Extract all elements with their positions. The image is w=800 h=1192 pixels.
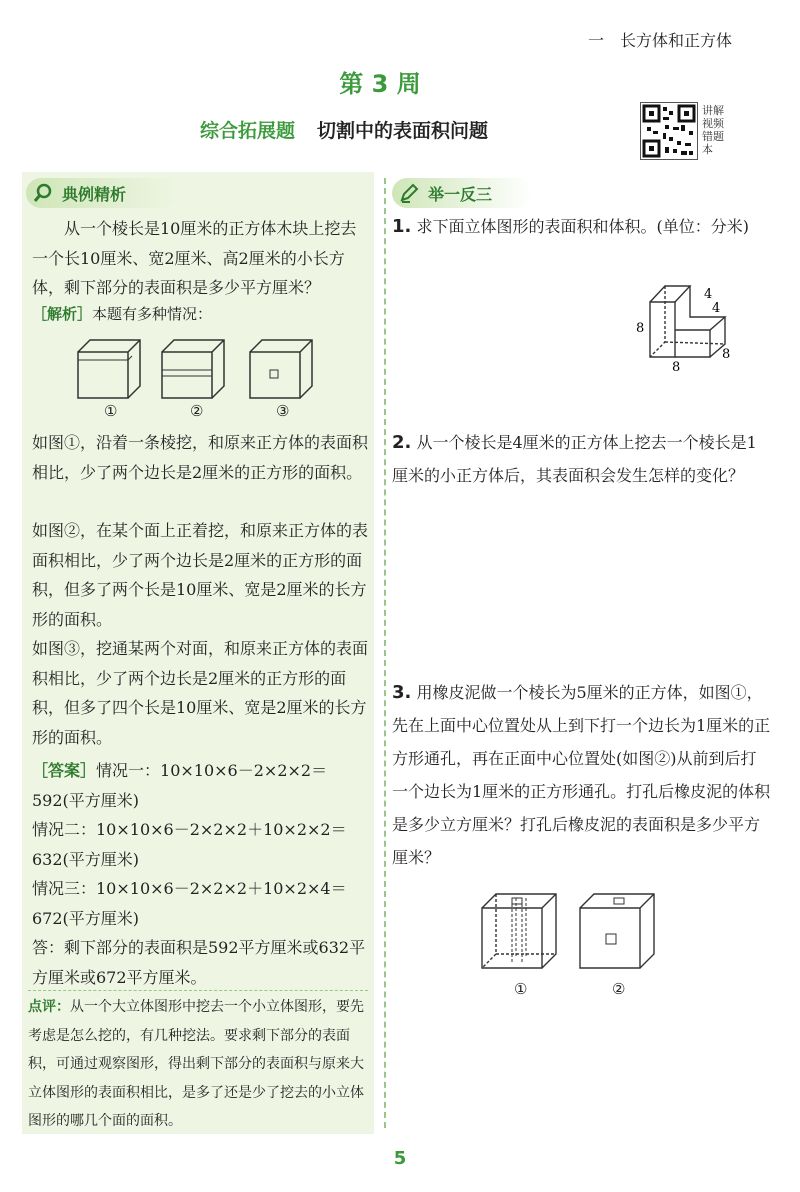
- answer-1: [32, 756, 368, 815]
- question-1-text: 求下面立体图形的表面积和体积。(单位：分米): [416, 217, 749, 236]
- question-2: [392, 426, 772, 492]
- dim-left: 8: [636, 321, 645, 336]
- q3-fig-label-2: ②: [612, 980, 626, 998]
- answer-3: 情况三：10×10×6－2×2×2＋10×2×4＝672(平方厘米): [32, 879, 347, 928]
- dim-top-1: 4: [704, 287, 713, 302]
- comment-tag: 点评：: [28, 999, 70, 1015]
- qr-caption: 讲解视频错题本: [702, 104, 724, 156]
- hole-cube-figures: [470, 890, 670, 980]
- fig-label-1: ①: [104, 402, 118, 420]
- question-3-text: 用橡皮泥做一个棱长为5厘米的正方体，如图①，先在上面中心位置处从上到下打一个边长为1厘米的正方形通孔，再在正面中心位置处(如图②)从前到后打一个边长为1厘米的正方形通孔。打孔后橡皮泥的体积是多少立方厘米？打孔后橡皮泥的表面积是多少平方厘米？: [392, 683, 771, 867]
- answer-final: 答：剩下部分的表面积是592平方厘米或632平方厘米或672平方厘米。: [32, 938, 366, 987]
- case-2: 如图②，在某个面上正着挖，和原来正方体的表面积相比，少了两个边长是2厘米的正方形的面积，但多了两个长是10厘米、宽是2厘米的长方形的面积。: [32, 521, 369, 629]
- practice-heading: 举一反三: [392, 178, 532, 208]
- fig-label-3: ③: [276, 402, 290, 420]
- search-icon: [32, 182, 54, 204]
- analysis-intro: 本题有多种情况：: [92, 305, 213, 323]
- page-number: 5: [393, 1148, 407, 1169]
- topic-label: 综合拓展题: [200, 120, 296, 142]
- dim-bottom: 8: [672, 360, 681, 372]
- q3-fig-label-1: ①: [514, 980, 528, 998]
- comment-box: [28, 990, 368, 1136]
- pencil-icon: [398, 182, 420, 204]
- example-problem: 从一个棱长是10厘米的正方体木块上挖去一个长10厘米、宽2厘米、高2厘米的小长方体，剩下部分的表面积是多少平方厘米？: [32, 219, 357, 297]
- question-3: [392, 676, 772, 874]
- topic-title: 切割中的表面积问题: [317, 120, 489, 142]
- question-3-number: 3.: [392, 682, 412, 703]
- case-1: 如图①，沿着一条棱挖，和原来正方体的表面积相比，少了两个边长是2厘米的正方形的面积。: [32, 433, 369, 482]
- question-2-number: 2.: [392, 432, 412, 453]
- analysis-tag: ［解析］: [32, 305, 93, 323]
- week-title: 第 3 周: [339, 70, 421, 98]
- case-3: 如图③，挖通某两个对面，和原来正方体的表面积相比，少了两个边长是2厘米的正方形的面积，但多了四个长是10厘米、宽是2厘米的长方形的面积。: [32, 639, 369, 747]
- topic-heading: [200, 116, 488, 143]
- l-shape-figure: [630, 272, 750, 372]
- dim-right: 8: [722, 347, 731, 362]
- answer-1-text: 情况一：10×10×6－2×2×2＝592(平方厘米): [32, 761, 328, 810]
- analysis: [32, 300, 368, 330]
- comment-text: 从一个大立体图形中挖去一个小立体图形，要先考虑是怎么挖的，有几种挖法。要求剩下部分的表面积，可通过观察图形，得出剩下部分的表面积与原来大立体图形的表面积相比，是多了还是少了挖去的小立体图形的哪几个面的面积。: [28, 999, 364, 1129]
- question-1-number: 1.: [392, 216, 412, 237]
- example-cube-figures: [70, 330, 350, 400]
- chapter-title: 一 长方体和正方体: [587, 31, 732, 50]
- column-divider: [384, 178, 386, 1128]
- example-heading: 典例精析: [26, 178, 176, 208]
- qr-code[interactable]: [640, 102, 698, 160]
- answer-2: 情况二：10×10×6－2×2×2＋10×2×2＝632(平方厘米): [32, 820, 347, 869]
- question-1: [392, 210, 772, 243]
- dim-top-2: 4: [712, 301, 721, 316]
- question-2-text: 从一个棱长是4厘米的正方体上挖去一个棱长是1厘米的小正方体后，其表面积会发生怎样的变化？: [392, 433, 757, 485]
- fig-label-2: ②: [190, 402, 204, 420]
- answer-tag: ［答案］: [32, 761, 97, 780]
